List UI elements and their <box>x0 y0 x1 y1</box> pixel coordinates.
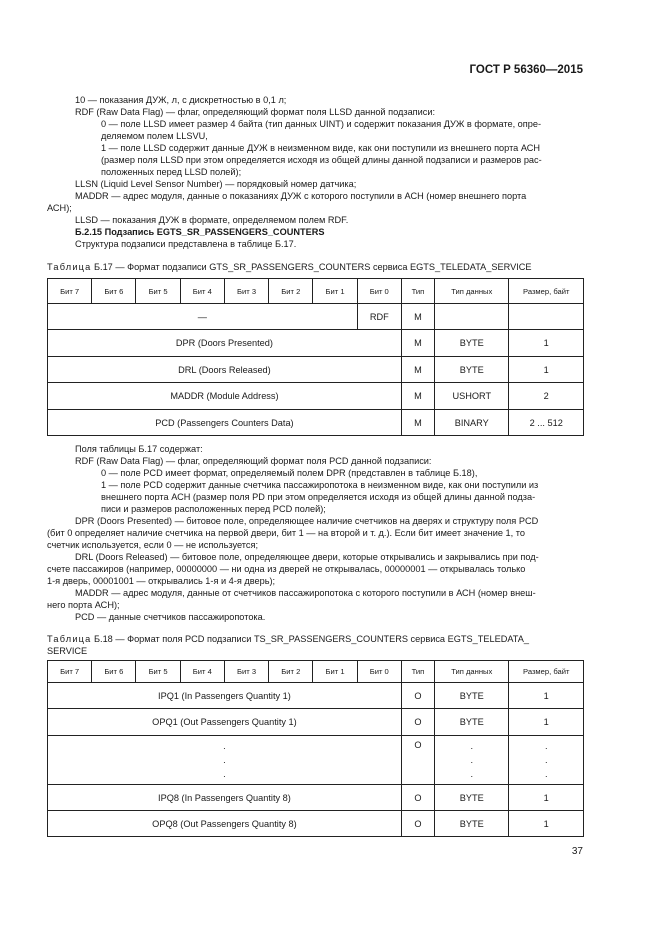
size-cell: 1 <box>509 330 584 357</box>
text-line: него порта АСН); <box>47 600 120 610</box>
table-row <box>48 811 584 837</box>
table-caption-b17 <box>47 261 583 273</box>
table-header-row <box>48 661 584 683</box>
header-cell: Тип <box>401 661 434 683</box>
table-caption-b18 <box>47 633 583 657</box>
ellipsis-dot: . <box>544 741 548 751</box>
ellipsis-dot: . <box>470 755 474 765</box>
text-line: RDF (Raw Data Flag) — флаг, определяющий формат поля PCD данной подзаписи: <box>75 456 432 466</box>
dtype-cell: BYTE <box>435 709 509 736</box>
type-cell: O <box>401 683 434 709</box>
ellipsis-dot: . <box>470 741 474 751</box>
ellipsis-cell <box>435 736 509 785</box>
text-line: DRL (Doors Released) — битовое поле, определяющее двери, которые открывались и закрывались при под- <box>75 552 539 562</box>
text-line: 1 — поле PCD содержит данные счетчика пассажиропотока в неизменном виде, как они поступили из <box>101 480 539 490</box>
field-name-cell: OPQ1 (Out Passengers Quantity 1) <box>48 709 402 736</box>
dtype-cell: BYTE <box>435 785 509 811</box>
size-cell <box>509 304 584 330</box>
header-cell: Бит 0 <box>357 279 401 304</box>
text-line: LLSD — показания ДУЖ в формате, определяемом полем RDF. <box>75 215 349 225</box>
field-name-cell: IPQ1 (In Passengers Quantity 1) <box>48 683 402 709</box>
size-cell: 1 <box>509 709 584 736</box>
text-line: 10 — показания ДУЖ, л, с дискретностью в 0,1 л; <box>75 95 287 105</box>
header-cell: Бит 6 <box>92 279 136 304</box>
section-heading: Б.2.15 Подзапись EGTS_SR_PASSENGERS_COUNTERS <box>75 227 325 237</box>
text-line: PCD — данные счетчиков пассажиропотока. <box>75 612 266 622</box>
field-name-cell: MADDR (Module Address) <box>48 383 402 410</box>
type-cell: M <box>401 357 434 383</box>
header-cell: Бит 1 <box>313 279 357 304</box>
caption-prefix: Таблица <box>47 634 92 644</box>
type-cell: O <box>401 736 434 785</box>
header-cell: Бит 0 <box>357 661 401 683</box>
table-row-ellipsis <box>48 736 584 785</box>
header-cell: Бит 3 <box>224 279 268 304</box>
text-line: Поля таблицы Б.17 содержат: <box>75 444 203 454</box>
ellipsis-dot: . <box>544 755 548 765</box>
text-line: DPR (Doors Presented) — битовое поле, определяющее наличие счетчиков на дверях и структуру поля PCD <box>75 516 539 526</box>
header-cell: Размер, байт <box>509 279 584 304</box>
table-b17 <box>47 278 584 436</box>
header-cell: Бит 3 <box>224 661 268 683</box>
type-cell: M <box>401 383 434 410</box>
text-line: MADDR — адрес модуля, данные от счетчиков пассажиропотока с которого поступили в АСН (номер внеш- <box>75 588 536 598</box>
text-line: внешнего порта АСН (размер поля PD при этом определяется исходя из общей длины данной подза- <box>101 492 536 502</box>
text-line: 0 — поле PCD имеет формат, определяемый полем DPR (представлен в таблице Б.18), <box>101 468 478 478</box>
text-line: счетчик используется, если 0 — не используется; <box>47 540 258 550</box>
text-line: (размер поля LLSD при этом определяется исходя из общей длины данной подзаписи и размеров рас- <box>101 155 542 165</box>
caption-line <box>47 633 583 645</box>
table-row <box>48 330 584 357</box>
field-name-cell: OPQ8 (Out Passengers Quantity 8) <box>48 811 402 837</box>
header-cell: Тип данных <box>435 661 509 683</box>
header-cell: Бит 1 <box>313 661 357 683</box>
size-cell: 1 <box>509 683 584 709</box>
ellipsis-dot: . <box>223 755 226 765</box>
text-line: RDF (Raw Data Flag) — флаг, определяющий формат поля LLSD данной подзаписи: <box>75 107 436 117</box>
ellipsis-dot: . <box>223 769 226 779</box>
table-row <box>48 683 584 709</box>
header-cell: Размер, байт <box>509 661 584 683</box>
header-cell: Бит 5 <box>136 661 180 683</box>
size-cell: 2 ... 512 <box>509 410 584 436</box>
dtype-cell: BYTE <box>435 811 509 837</box>
dtype-cell: BYTE <box>435 683 509 709</box>
header-cell: Бит 4 <box>180 279 224 304</box>
type-cell: M <box>401 330 434 357</box>
rdf-cell: RDF <box>357 304 401 330</box>
header-cell: Тип <box>401 279 434 304</box>
ellipsis-cell <box>509 736 584 785</box>
field-name-cell: IPQ8 (In Passengers Quantity 8) <box>48 785 402 811</box>
size-cell: 1 <box>509 357 584 383</box>
table-row <box>48 410 584 436</box>
ellipsis-cell <box>48 736 402 785</box>
table-row <box>48 304 584 330</box>
table-header-row <box>48 279 584 304</box>
size-cell: 1 <box>509 785 584 811</box>
text-line: деляемом полем LLSVU, <box>101 131 208 141</box>
header-cell: Бит 4 <box>180 661 224 683</box>
type-cell: O <box>401 709 434 736</box>
size-cell: 2 <box>509 383 584 410</box>
table-row <box>48 709 584 736</box>
table-row <box>48 785 584 811</box>
ellipsis-dot: . <box>470 769 474 779</box>
text-line: Структура подзаписи представлена в таблице Б.17. <box>75 239 297 249</box>
type-cell: O <box>401 785 434 811</box>
text-line: 1 — поле LLSD содержит данные ДУЖ в неизменном виде, как они поступили из внешнего порта АСН <box>101 143 541 153</box>
type-cell: O <box>401 811 434 837</box>
header-cell: Тип данных <box>435 279 509 304</box>
dtype-cell: BYTE <box>435 330 509 357</box>
dtype-cell: BINARY <box>435 410 509 436</box>
bits-dash-cell: — <box>48 304 358 330</box>
field-name-cell: PCD (Passengers Counters Data) <box>48 410 402 436</box>
ellipsis-dot: . <box>544 769 548 779</box>
caption-prefix: Таблица <box>47 262 92 272</box>
header-cell: Бит 5 <box>136 279 180 304</box>
text-line: положенных перед LLSD полей); <box>101 167 242 177</box>
header-cell: Бит 7 <box>48 661 92 683</box>
dtype-cell <box>435 304 509 330</box>
text-line: писи и размеров расположенных перед PCD полей); <box>101 504 326 514</box>
field-name-cell: DPR (Doors Presented) <box>48 330 402 357</box>
ellipsis-dot: . <box>223 741 226 751</box>
page-number: 37 <box>571 846 583 857</box>
table-row <box>48 357 584 383</box>
caption-text: Б.17 — Формат подзаписи GTS_SR_PASSENGERS_COUNTERS сервиса EGTS_TELEDATA_SERVICE <box>91 262 532 272</box>
text-line: 0 — поле LLSD имеет размер 4 байта (тип данных UINT) и содержит показания ДУЖ в формате, опре- <box>101 119 542 129</box>
caption-line: SERVICE <box>47 646 88 656</box>
text-line: (бит 0 определяет наличие счетчика на первой двери, бит 1 — на второй и т. д.). Если бит имеет значение 1, то <box>47 528 525 538</box>
text-line: LLSN (Liquid Level Sensor Number) — порядковый номер датчика; <box>75 179 357 189</box>
dtype-cell: USHORT <box>435 383 509 410</box>
dtype-cell: BYTE <box>435 357 509 383</box>
header-cell: Бит 2 <box>269 661 313 683</box>
header-cell: Бит 6 <box>92 661 136 683</box>
field-name-cell: DRL (Doors Released) <box>48 357 402 383</box>
standard-number: ГОСТ Р 56360—2015 <box>469 64 583 76</box>
header-cell: Бит 2 <box>269 279 313 304</box>
size-cell: 1 <box>509 811 584 837</box>
type-cell: M <box>401 410 434 436</box>
text-line: счете пассажиров (например, 00000000 — ни одна из дверей не открывалась, 00000001 — открывалась только <box>47 564 526 574</box>
caption-text: Б.18 — Формат поля PCD подзаписи TS_SR_PASSENGERS_COUNTERS сервиса EGTS_TELEDATA_ <box>91 634 529 644</box>
text-line: MADDR — адрес модуля, данные о показаниях ДУЖ с которого поступили в АСН (номер внешнего порта <box>75 191 527 201</box>
table-b18 <box>47 660 584 837</box>
text-line: 1-я дверь, 00001001 — открывались 1-я и 4-я дверь); <box>47 576 276 586</box>
header-cell: Бит 7 <box>48 279 92 304</box>
text-line: АСН); <box>47 203 72 213</box>
type-cell: M <box>401 304 434 330</box>
table-row <box>48 383 584 410</box>
